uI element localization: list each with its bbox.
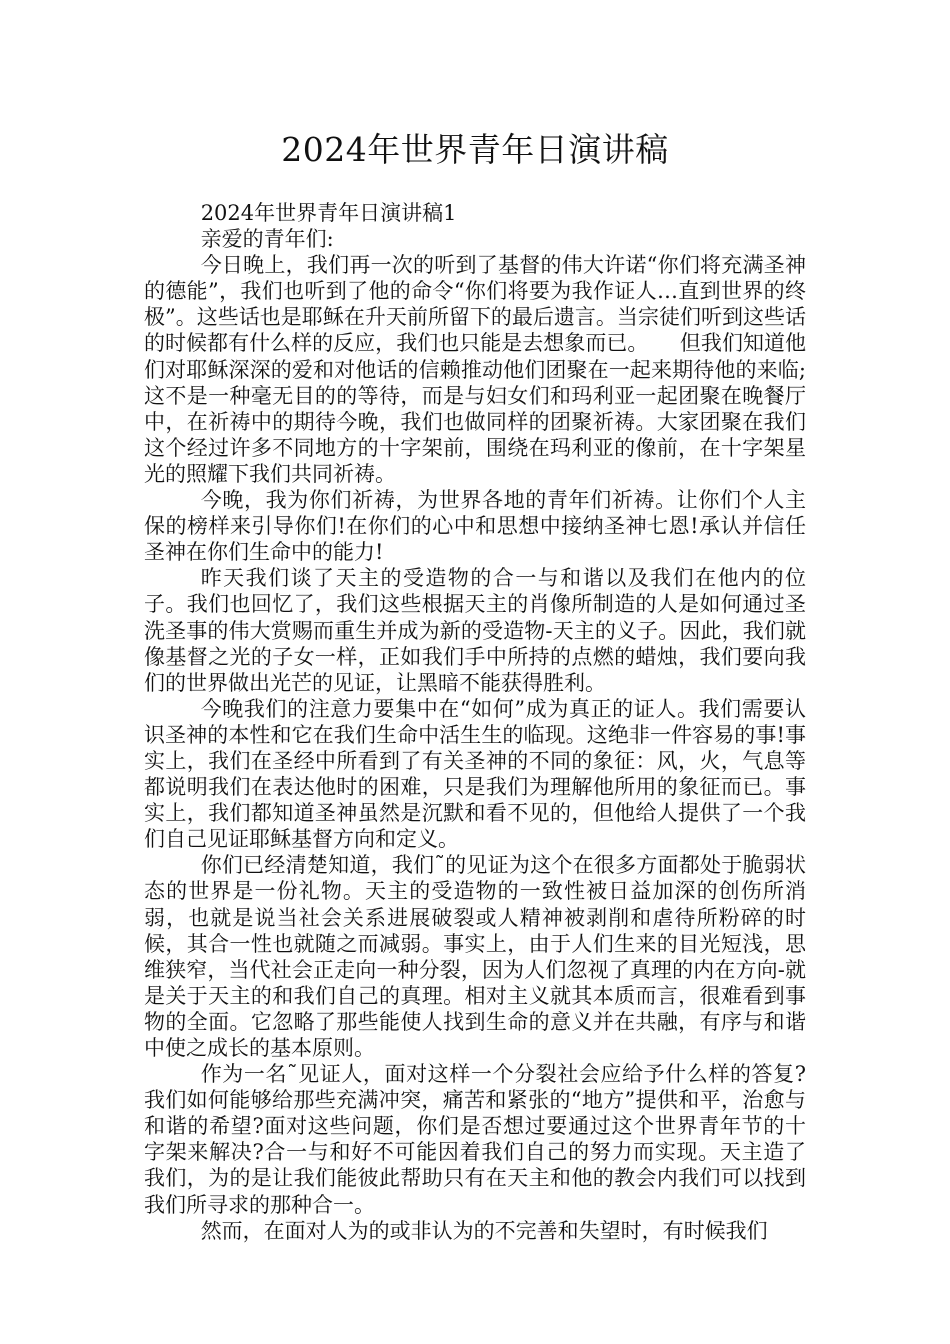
paragraph: 今晚我们的注意力要集中在“如何”成为真正的证人。我们需要认识圣神的本性和它在我们生命中活生生的临现。这绝非一件容易的事!事实上，我们在圣经中所看到了有关圣神的不同的象征：风，火，气息等都说明我们在表达他时的困难，只是我们为理解他所用的象征而已。事实上，我们都知道圣神虽然是沉默和看不见的，但他给人提供了一个我们自己见证耶稣基督方向和定义。 xyxy=(144,696,806,852)
document-subtitle: 2024年世界青年日演讲稿1 xyxy=(200,201,457,225)
greeting: 亲爱的青年们: xyxy=(200,227,334,252)
paragraph: 你们已经清楚知道，我们˜的见证为这个在很多方面都处于脆弱状态的世界是一份礼物。天主的受造物的一致性被日益加深的创伤所消弱，也就是说当社会关系进展破裂或人精神被剥削和虐待所粉碎的时候，其合一性也就随之而减弱。事实上，由于人们生来的目光短浅，思维狭窄，当代社会正走向一种分裂，因为人们忽视了真理的内在方向-就是关于天主的和我们自己的真理。相对主义就其本质而言，很难看到事物的全面。它忽略了那些能使人找到生命的意义并在共融，有序与和谐中使之成长的基本原则。 xyxy=(144,853,806,1060)
paragraph: 然而，在面对人为的或非认为的不完善和失望时，有时候我们 xyxy=(200,1218,768,1243)
document-body xyxy=(144,200,806,1244)
paragraph: 作为一名˜见证人，面对这样一个分裂社会应给予什么样的答复?我们如何能够给那些充满冲突，痛苦和紧张的“地方”提供和平，治愈与和谐的希望?面对这些问题，你们是否想过要通过这个世界青年节的十字架来解决?合一与和好不可能因着我们自己的努力而实现。天主造了我们，为的是让我们能彼此帮助只有在天主和他的教会内我们可以找到我们所寻求的那种合一。 xyxy=(144,1062,806,1217)
document-title: 2024年世界青年日演讲稿 xyxy=(281,130,669,169)
paragraph: 今晚，我为你们祈祷，为世界各地的青年们祈祷。让你们个人主保的榜样来引导你们!在你们的心中和思想中接纳圣神七恩!承认并信任圣神在你们生命中的能力! xyxy=(144,488,806,565)
paragraph: 昨天我们谈了天主的受造物的合一与和谐以及我们在他内的位子。我们也回忆了，我们这些根据天主的肖像所制造的人是如何通过圣洗圣事的伟大赏赐而重生并成为新的受造物-天主的义子。因此，我们就像基督之光的子女一样，正如我们手中所持的点燃的蜡烛，我们要向我们的世界做出光芒的见证，让黑暗不能获得胜利。 xyxy=(144,566,806,695)
paragraph: 今日晚上，我们再一次的听到了基督的伟大许诺“你们将充满圣神的德能”，我们也听到了他的命令“你们将要为我作证人…直到世界的终极”。这些话也是耶稣在升天前所留下的最后遗言。当宗徒们听到这些话的时候都有什么样的反应，我们也只能是去想象而已。 但我们知道他们对耶稣深深的爱和对他话的信赖推动他们团聚在一起来期待他的来临;这不是一种毫无目的的等待，而是与妇女们和玛利亚一起团聚在晚餐厅中，在祈祷中的期待今晚，我们也做同样的团聚祈祷。大家团聚在我们这个经过许多不同地方的十字架前，围绕在玛利亚的像前，在十字架星光的照耀下我们共同祈祷。 xyxy=(144,253,806,486)
